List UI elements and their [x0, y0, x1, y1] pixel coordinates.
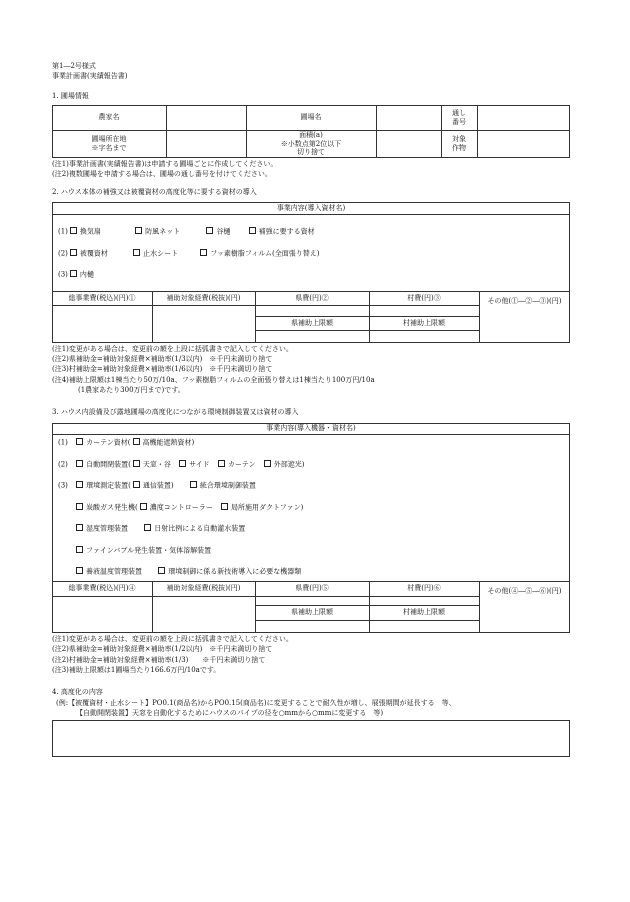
- location-label-line-2: ※字名まで: [91, 144, 127, 152]
- s3-village-limit-label: 村補助上限額: [403, 608, 445, 617]
- s2-item-covering: 被覆資材: [79, 249, 108, 258]
- checkbox[interactable]: [200, 249, 207, 256]
- s3-item-auto-opener: 自動開閉装置(: [86, 460, 131, 469]
- s3-other-cost-input[interactable]: [480, 602, 569, 632]
- serial-number-label: [441, 105, 477, 130]
- checkbox[interactable]: [70, 270, 77, 277]
- s2-note-4-cont: (1農家あたり300万円まで)です。: [78, 386, 185, 394]
- s3-row-5: [74, 524, 245, 533]
- field-location-input[interactable]: [167, 131, 245, 157]
- s3-row-4: [74, 503, 303, 512]
- s3-row-7: [74, 567, 301, 576]
- s3-pref-cost-label: 県費(円)⑤: [295, 584, 329, 593]
- s3-row-1: [58, 438, 194, 447]
- checkbox[interactable]: [76, 460, 83, 467]
- section-1-note-2: (注2)複数圃場を申請する場合は、圃場の通し番号を付けてください。: [52, 170, 272, 178]
- s4-example-2: 【自動開閉装置】天窓を自動化するためにハウスのパイプの径を○mmから○mmに変更する 等): [76, 709, 384, 717]
- checkbox[interactable]: [218, 460, 225, 467]
- s2-item-windbreak-net: 防風ネット: [145, 227, 181, 236]
- s2-item-ventilation-fan: 換気扇: [79, 227, 101, 236]
- section-1-note-1: (注1)事業計画書(実績報告書)は申請する圃場ごとに作成してください。: [52, 160, 278, 168]
- s3-row-3-number: (3): [58, 481, 68, 490]
- s4-content-input[interactable]: [52, 720, 570, 757]
- farmer-name-input[interactable]: [167, 106, 245, 129]
- s3-row-3: [58, 481, 256, 490]
- checkbox[interactable]: [144, 524, 151, 531]
- s2-other-cost-input[interactable]: [480, 312, 569, 342]
- area-label-line-3: 切り捨て: [297, 148, 325, 157]
- s3-row-6: [74, 546, 211, 555]
- s2-pref-limit-label: 県補助上限額: [291, 318, 333, 327]
- s2-note-4: (注4)補助上限額は1棟当たり50万/10a、フッ素樹脂フィルムの全面張り替えは1棟当たり100万円/10a: [52, 376, 375, 384]
- s3-item-curtain-sub: カーテン: [227, 460, 256, 469]
- s2-pref-cost-label: 県費(円)②: [295, 293, 329, 302]
- s4-example-1: (例:【被覆資材・止水シート】PO0.1(商品名)からPO0.15(商品名)に変更することで耐久性が増し、展張期間が延長する 等、: [56, 699, 456, 707]
- s3-item-comm-device: 通信装置): [142, 481, 174, 490]
- s3-item-env-sensor: 環境測定装置(: [86, 481, 131, 490]
- area-label-line-2: ※小数点第2位以下: [280, 139, 342, 148]
- checkbox[interactable]: [179, 460, 186, 467]
- s3-pref-cost-input[interactable]: [256, 597, 368, 604]
- area-label-line-1: 面積(a): [299, 131, 323, 140]
- s2-pref-cost-input[interactable]: [256, 306, 368, 315]
- s3-item-new-tech: 環境制御に係る新技術導入に必要な機器類: [168, 567, 302, 576]
- target-crop-label: [441, 130, 477, 158]
- section-2-header: 事業内容(導入資材名): [276, 203, 346, 212]
- s3-row-2-number: (2): [58, 460, 68, 469]
- s3-item-nutrient-temp: 養液温度管理装置: [86, 567, 142, 576]
- s3-pref-limit-label: 県補助上限額: [291, 608, 333, 617]
- s2-total-cost-input[interactable]: [53, 306, 151, 342]
- s2-row-3-number: (3): [58, 270, 68, 279]
- s3-eligible-cost-input[interactable]: [153, 597, 254, 632]
- checkbox[interactable]: [76, 567, 83, 574]
- serial-label-line-1: 通し: [452, 108, 466, 117]
- s2-row-3: [58, 270, 94, 279]
- s3-note-2: (注2)県補助金=補助対象経費×補助率(1/2以内) ※千円未満切り捨て: [52, 645, 273, 653]
- s3-item-auto-irrigation: 日射比例による自動灌水装置: [154, 524, 246, 533]
- s2-note-2: (注2)県補助金=補助対象経費×補助率(1/3以内) ※千円未満切り捨て: [52, 355, 273, 363]
- s3-item-humidity-control: 湿度管理装置: [86, 524, 128, 533]
- serial-number-input[interactable]: [478, 106, 569, 129]
- document-title: 事業計画書(実績報告書): [52, 72, 128, 80]
- section-2-title: 2. ハウス本体の補強又は被覆資材の高度化等に要する資材の導入: [52, 188, 257, 196]
- s3-note-3: (注2)村補助金=補助対象経費×補助率(1/3) ※千円未満切り捨て: [52, 656, 266, 664]
- checkbox[interactable]: [76, 481, 83, 488]
- checkbox[interactable]: [76, 438, 83, 445]
- checkbox[interactable]: [158, 567, 165, 574]
- crop-label-line-1: 対象: [452, 135, 466, 144]
- checkbox[interactable]: [190, 481, 197, 488]
- field-location-label: [52, 130, 166, 158]
- s3-total-cost-input[interactable]: [53, 597, 151, 632]
- section-4-title: 4. 高度化の内容: [52, 688, 103, 696]
- s2-total-cost-label: 総事業費(税込)(円)①: [68, 293, 136, 302]
- s3-item-external-shade: 外部遮光): [273, 460, 305, 469]
- s2-eligible-cost-label: 補助対象経費(税抜)(円): [166, 293, 241, 302]
- s3-note-4: (注3)補助上限額は1圃場当たり166.6万円/10aです。: [52, 666, 221, 674]
- checkbox[interactable]: [133, 249, 140, 256]
- s3-note-1: (注1)変更がある場合は、変更前の額を上段に括弧書きで記入してください。: [52, 635, 293, 643]
- s3-total-cost-label: 総事業費(税込)(円)④: [68, 584, 136, 593]
- s3-item-roof-window: 天窓・谷: [142, 460, 171, 469]
- section-3-header: 事業内容(導入機器・資材名): [266, 424, 356, 433]
- s3-row-1-number: (1): [58, 438, 68, 447]
- s3-row-2: [58, 460, 305, 469]
- s3-item-curtain: カーテン資材(: [86, 438, 131, 447]
- s2-item-reinforcement: 補強に要する資材: [258, 227, 315, 236]
- s3-item-concentration-controller: 濃度コントローラー: [149, 503, 213, 512]
- s3-item-heat-shield: 高機能遮熱資材): [142, 438, 195, 447]
- s3-eligible-cost-label: 補助対象経費(税抜)(円): [166, 584, 241, 593]
- s3-item-duct-fan: 局所施用ダクトファン): [230, 503, 304, 512]
- checkbox[interactable]: [76, 546, 83, 553]
- checkbox[interactable]: [133, 438, 140, 445]
- area-label: [246, 130, 376, 158]
- s2-other-cost-label: その他(①―②―③)(円): [487, 296, 562, 305]
- checkbox[interactable]: [76, 503, 83, 510]
- checkbox[interactable]: [140, 503, 147, 510]
- s2-note-3: (注3)村補助金=補助対象経費×補助率(1/6以内) ※千円未満切り捨て: [52, 365, 273, 373]
- s2-row-2-number: (2): [58, 249, 68, 258]
- s3-village-cost-input[interactable]: [370, 597, 478, 604]
- checkbox[interactable]: [135, 227, 142, 234]
- checkbox[interactable]: [76, 524, 83, 531]
- target-crop-input[interactable]: [478, 131, 569, 157]
- farmer-name-label: 農家名: [98, 113, 120, 122]
- location-label-line-1: 圃場所在地: [91, 135, 127, 144]
- s2-note-1: (注1)変更がある場合は、変更前の額を上段に括弧書きで記入してください。: [52, 345, 293, 353]
- field-name-label: 圃場名: [300, 113, 322, 122]
- checkbox[interactable]: [221, 503, 228, 510]
- form-number: 第1―2号様式: [52, 62, 96, 70]
- checkbox[interactable]: [70, 227, 77, 234]
- s3-item-side: サイド: [189, 460, 210, 469]
- serial-label-line-2: 番号: [452, 117, 466, 126]
- checkbox[interactable]: [264, 460, 271, 467]
- s2-item-gutter: 谷樋: [216, 227, 231, 236]
- checkbox[interactable]: [206, 227, 213, 234]
- s2-village-limit-label: 村補助上限額: [403, 318, 445, 327]
- s3-village-cost-label: 村費(円)⑥: [407, 584, 441, 593]
- s3-item-co2-generator: 炭酸ガス発生機(: [86, 503, 138, 512]
- s3-other-cost-label: その他(④―⑤―⑥)(円): [487, 586, 562, 595]
- checkbox[interactable]: [70, 249, 77, 256]
- s2-item-inner-gutter: 内樋: [79, 270, 94, 279]
- s2-village-cost-label: 村費(円)③: [407, 293, 441, 302]
- crop-label-line-2: 作物: [452, 144, 466, 152]
- s3-item-fine-bubble: ファインバブル発生装置・気体溶解装置: [86, 546, 212, 555]
- checkbox[interactable]: [133, 481, 140, 488]
- s2-row-2: [58, 249, 320, 258]
- area-input[interactable]: [377, 131, 440, 157]
- s2-item-fluororesin-film: フッ素樹脂フィルム(全面張り替え): [210, 249, 320, 258]
- s2-item-waterproof-sheet: 止水シート: [143, 249, 179, 258]
- checkbox[interactable]: [249, 227, 256, 234]
- section-3-title: 3. ハウス内設備及び露地圃場の高度化につながる環境制御装置又は資材の導入: [52, 408, 299, 416]
- checkbox[interactable]: [133, 460, 140, 467]
- s2-row-1-number: (1): [58, 227, 68, 236]
- s2-eligible-cost-input[interactable]: [153, 306, 254, 342]
- s2-village-cost-input[interactable]: [370, 306, 478, 315]
- s2-row-1: [58, 227, 315, 236]
- s3-item-integrated-control: 統合環境制御装置: [199, 481, 256, 490]
- field-name-input[interactable]: [377, 106, 440, 129]
- section-1-title: 1. 圃場情報: [52, 92, 89, 100]
